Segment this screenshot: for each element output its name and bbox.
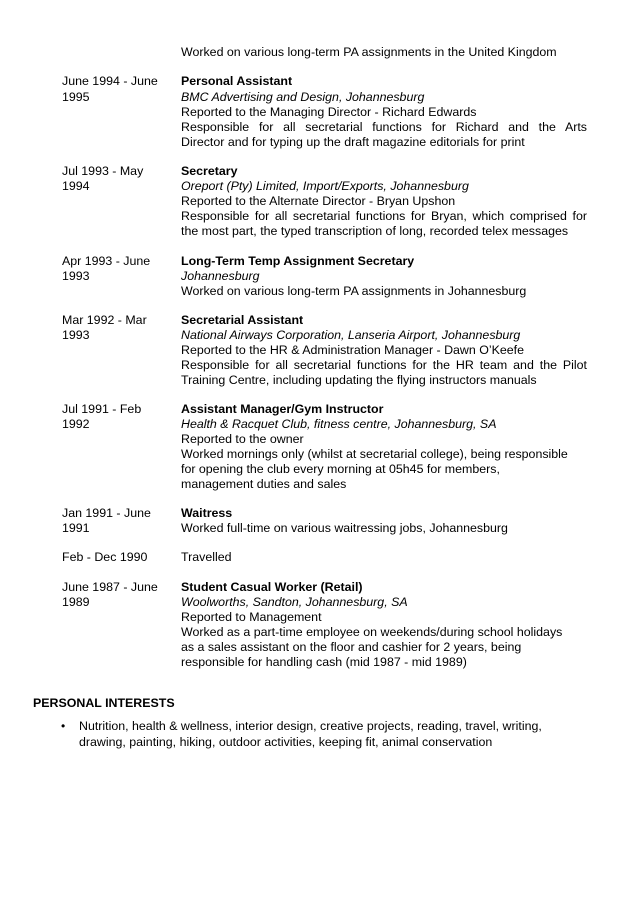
- job-title: Secretary: [181, 164, 238, 178]
- bullet-icon: •: [61, 719, 66, 733]
- job-detail: Director and for typing up the draft magazine editorials for print: [181, 135, 525, 149]
- job-company: BMC Advertising and Design, Johannesburg: [181, 90, 425, 104]
- job-detail: Training Centre, including updating the flying instructors manuals: [181, 373, 537, 387]
- job-detail: Reported to the HR & Administration Manager - Dawn O’Keefe: [181, 343, 524, 357]
- job-detail: Responsible for all secretarial functions for the HR team and the Pilot: [181, 358, 587, 372]
- job-date-end: 1994: [62, 179, 90, 193]
- job-date-start: Jul 1993 - May: [62, 164, 144, 178]
- job-date-end: 1993: [62, 328, 90, 342]
- job-company: National Airways Corporation, Lanseria Airport, Johannesburg: [181, 328, 521, 342]
- job-detail: Worked as a part-time employee on weekends/during school holidays: [181, 625, 563, 639]
- job-date-end: 1992: [62, 417, 90, 431]
- job-company: Woolworths, Sandton, Johannesburg, SA: [181, 595, 408, 609]
- job-detail: Reported to Management: [181, 610, 322, 624]
- job-date-end: 1993: [62, 269, 90, 283]
- job-detail: as a sales assistant on the floor and cashier for 2 years, being: [181, 640, 522, 654]
- job-detail: Worked on various long-term PA assignments in Johannesburg: [181, 284, 527, 298]
- job-title: Long-Term Temp Assignment Secretary: [181, 254, 415, 268]
- section-heading-personal-interests: PERSONAL INTERESTS: [33, 696, 175, 710]
- interests-text: Nutrition, health & wellness, interior design, creative projects, reading, travel, writing,: [79, 719, 542, 733]
- job-title: Assistant Manager/Gym Instructor: [181, 402, 384, 416]
- job-detail: management duties and sales: [181, 477, 347, 491]
- job-title: Student Casual Worker (Retail): [181, 580, 363, 594]
- job-date-end: 1991: [62, 521, 90, 535]
- job-title: Waitress: [181, 506, 233, 520]
- job-detail: responsible for handling cash (mid 1987 - mid 1989): [181, 655, 467, 669]
- job-company: Oreport (Pty) Limited, Import/Exports, Johannesburg: [181, 179, 469, 193]
- job-title: Secretarial Assistant: [181, 313, 304, 327]
- intro-line: Worked on various long-term PA assignments in the United Kingdom: [181, 45, 557, 59]
- job-company: Johannesburg: [181, 269, 260, 283]
- job-title: Personal Assistant: [181, 74, 293, 88]
- job-detail: Travelled: [181, 550, 232, 564]
- job-date-start: Apr 1993 - June: [62, 254, 151, 268]
- job-detail: Worked full-time on various waitressing jobs, Johannesburg: [181, 521, 508, 535]
- job-date-start: June 1994 - June: [62, 74, 158, 88]
- job-date-end: 1995: [62, 90, 90, 104]
- job-detail: Responsible for all secretarial functions for Richard and the Arts: [181, 120, 587, 134]
- job-date-end: 1989: [62, 595, 90, 609]
- interests-text: drawing, painting, hiking, outdoor activities, keeping fit, animal conservation: [79, 735, 493, 749]
- job-detail: Worked mornings only (whilst at secretarial college), being responsible: [181, 447, 568, 461]
- job-detail: for opening the club every morning at 05h45 for members,: [181, 462, 500, 476]
- job-detail: Reported to the Managing Director - Richard Edwards: [181, 105, 477, 119]
- job-company: Health & Racquet Club, fitness centre, Johannesburg, SA: [181, 417, 497, 431]
- job-date-start: Feb - Dec 1990: [62, 550, 148, 564]
- job-detail: Reported to the Alternate Director - Bryan Upshon: [181, 194, 456, 208]
- job-date-start: Mar 1992 - Mar: [62, 313, 147, 327]
- job-detail: Responsible for all secretarial functions for Bryan, which comprised for: [181, 209, 587, 223]
- job-date-start: Jul 1991 - Feb: [62, 402, 142, 416]
- job-date-start: Jan 1991 - June: [62, 506, 151, 520]
- job-detail: Reported to the owner: [181, 432, 304, 446]
- job-date-start: June 1987 - June: [62, 580, 158, 594]
- job-detail: the most part, the typed transcription of long, recorded telex messages: [181, 224, 569, 238]
